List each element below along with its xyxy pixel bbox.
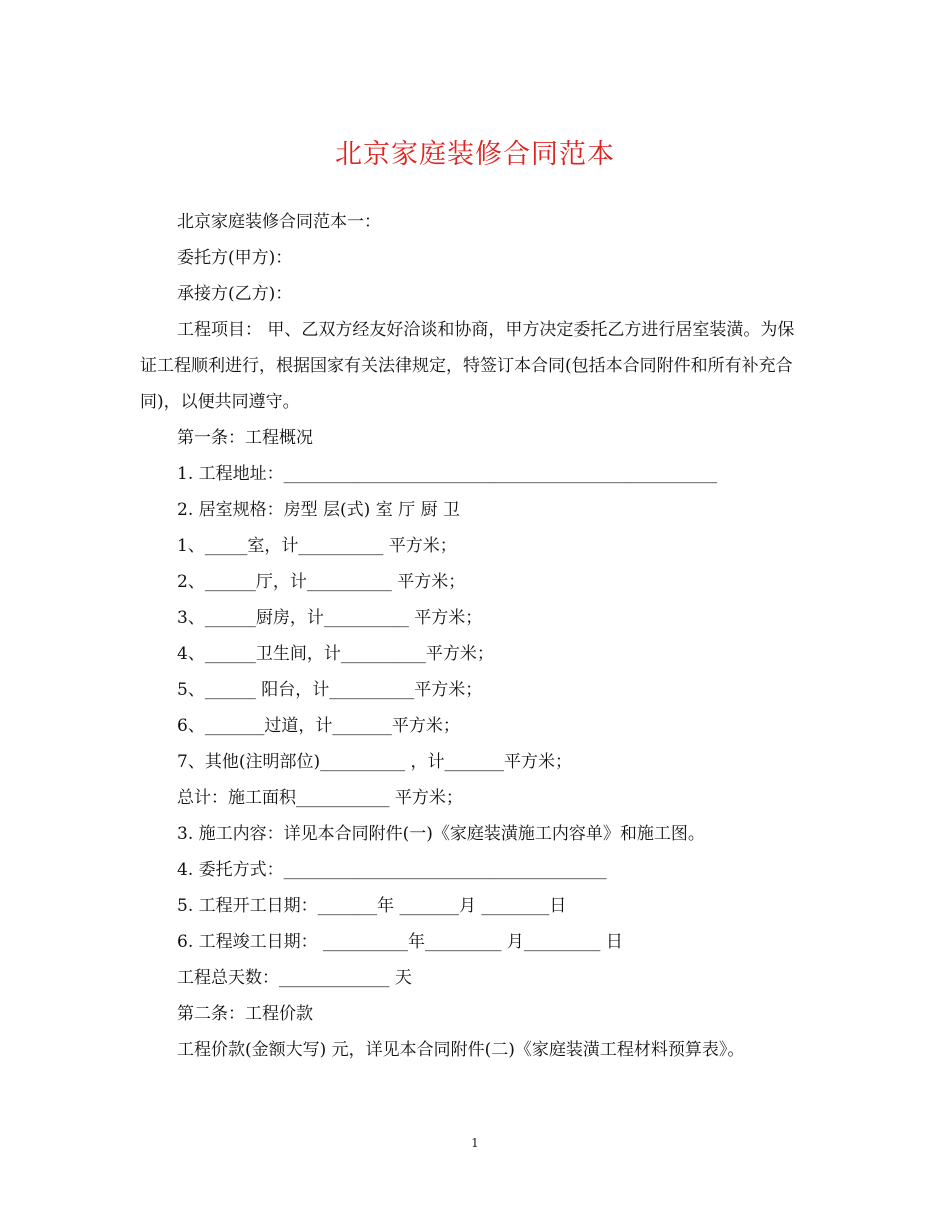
item-bathroom: 4、______卫生间，计__________平方米； [177,644,494,664]
item-corridor: 6、_______过道，计_______平方米； [177,716,460,736]
paragraph-project-price: 工程价款(金额大写) 元，详见本合同附件(二)《家庭装潢工程材料预算表》。 [177,1040,745,1060]
item-room-spec: 2. 居室规格：房型 层(式) 室 厅 厨 卫 [177,500,460,520]
paragraph-party-b: 承接方(乙方)： [177,284,293,304]
item-balcony: 5、______ 阳台，计__________平方米； [177,680,483,700]
item-halls: 2、______厅，计__________ 平方米； [177,572,466,592]
item-kitchen: 3、______厨房，计__________ 平方米； [177,608,483,628]
item-project-address: 1. 工程地址：___________________________________________________ [177,464,718,484]
paragraph-project-intro: 工程项目： 甲、乙双方经友好洽谈和协商，甲方决定委托乙方进行居室装潢。为保证工程顺利进行，根据国家有关法律规定，特签订本合同(包括本合同附件和所有补充合同)，以便共同遵守。 [140,320,795,412]
item-rooms: 1、_____室，计__________ 平方米； [177,536,457,556]
document-title: 北京家庭装修合同范本 [335,139,615,170]
item-completion-date: 6. 工程竣工日期： __________年_________ 月_________ 日 [177,932,623,952]
item-total-days: 工程总天数：_____________ 天 [177,968,412,988]
paragraph-heading-version-one: 北京家庭装修合同范本一： [177,212,381,232]
item-commission-method: 4. 委托方式：______________________________________ [177,860,607,880]
document-body [140,204,810,1068]
article-two-heading: 第二条：工程价款 [177,1004,313,1024]
article-one-heading: 第一条：工程概况 [177,428,313,448]
page-number: 1 [471,1136,479,1150]
item-start-date: 5. 工程开工日期：_______年 _______月 ________日 [177,896,567,916]
item-total-area: 总计：施工面积___________ 平方米； [177,788,463,808]
item-construction-content: 3. 施工内容：详见本合同附件(一)《家庭装潢施工内容单》和施工图。 [177,824,705,844]
item-other: 7、其他(注明部位)__________ ，计_______平方米； [177,752,572,772]
paragraph-party-a: 委托方(甲方)： [177,248,293,268]
